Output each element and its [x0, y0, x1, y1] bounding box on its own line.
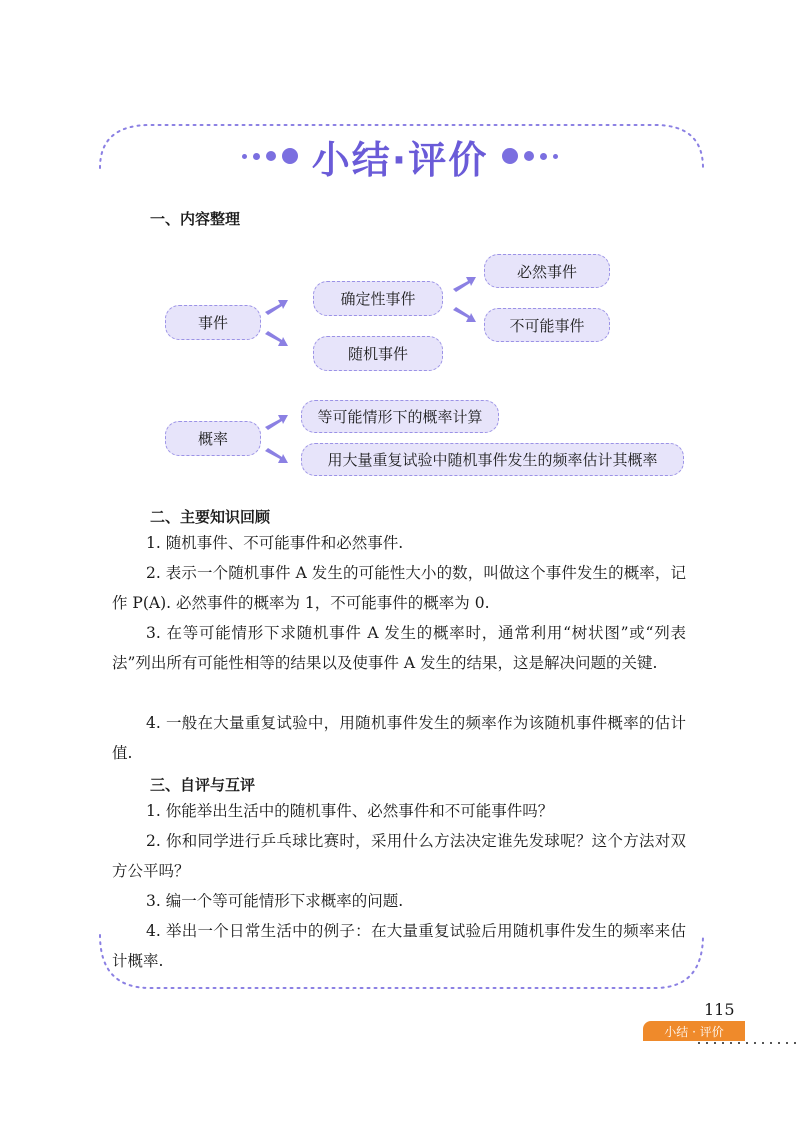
arrow-down-right-icon: [450, 305, 478, 327]
review-item-4: 4. 一般在大量重复试验中，用随机事件发生的频率作为该随机事件概率的估计值.: [112, 714, 686, 762]
assessment-item-4: 4. 举出一个日常生活中的例子：在大量重复试验后用随机事件发生的频率来估计概率.: [112, 922, 686, 970]
arrow-up-right-icon: [262, 410, 290, 432]
box-impossible-event: 不可能事件: [484, 308, 610, 342]
title-bar: [0, 128, 800, 184]
arrow-up-right-icon: [450, 272, 478, 294]
section-heading-self-assessment: 三、自评与互评: [150, 776, 256, 794]
assessment-item-2: 2. 你和同学进行乒乓球比赛时，采用什么方法决定谁先发球呢？这个方法对双方公平吗？: [112, 832, 686, 880]
arrow-down-right-icon: [262, 329, 290, 351]
assessment-item-3: 3. 编一个等可能情形下求概率的问题.: [146, 892, 404, 910]
review-item-3: 3. 在等可能情形下求随机事件 A 发生的概率时，通常利用“树状图”或“列表法”列出所有可能性相等的结果以及使事件 A 发生的结果，这是解决问题的关键.: [112, 624, 686, 672]
review-item-2: 2. 表示一个随机事件 A 发生的可能性大小的数，叫做这个事件发生的概率，记作 P(A). 必然事件的概率为 1，不可能事件的概率为 0.: [112, 564, 686, 612]
box-equal-likelihood-calc: 等可能情形下的概率计算: [301, 400, 499, 433]
arrow-down-right-icon: [262, 446, 290, 468]
review-item-1: 1. 随机事件、不可能事件和必然事件.: [146, 534, 404, 552]
footer-section-tag: 小结 · 评价: [643, 1021, 745, 1041]
section-heading-content: 一、内容整理: [150, 210, 241, 228]
box-deterministic-event: 确定性事件: [313, 281, 443, 316]
box-random-event: 随机事件: [313, 336, 443, 371]
right-dots-ornament: [502, 148, 558, 164]
assessment-item-1: 1. 你能举出生活中的随机事件、必然事件和不可能事件吗？: [146, 802, 554, 820]
section-heading-review: 二、主要知识回顾: [150, 508, 271, 526]
page-number: 115: [704, 1000, 735, 1019]
page-title: 小结·评价: [311, 137, 489, 182]
box-frequency-estimate: 用大量重复试验中随机事件发生的频率估计其概率: [301, 443, 684, 476]
box-event: 事件: [165, 305, 261, 340]
left-dots-ornament: [242, 148, 298, 164]
arrow-up-right-icon: [262, 295, 290, 317]
box-certain-event: 必然事件: [484, 254, 610, 288]
box-probability: 概率: [165, 421, 261, 456]
